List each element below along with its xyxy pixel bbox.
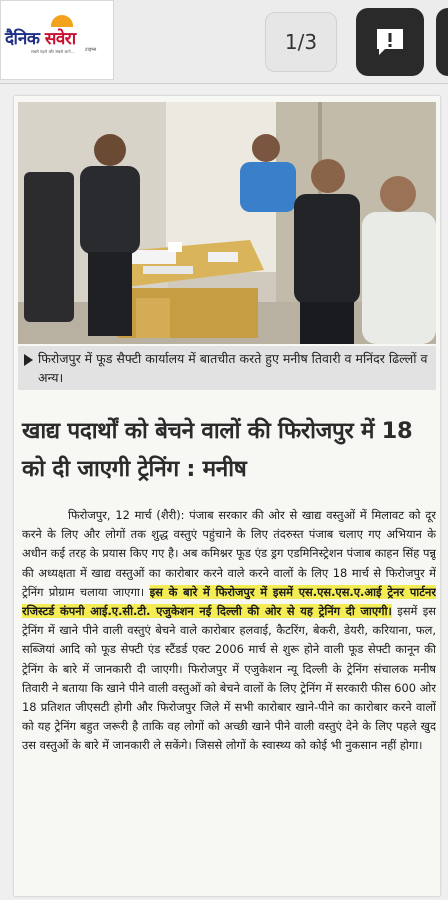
top-bar <box>0 0 448 84</box>
article-photo <box>18 102 436 344</box>
body-text-highlight: इस के बारे में फिरोजपुर में इसमें एस.एस.एस.ए.आई ट्रेनर पार्टनर रजिस्टर्ड कंपनी आई.ए.सी.टी. एजुकेशन नई दिल्ली की ओर से यह ट्रेनिंग दी जाएगी। <box>22 584 436 619</box>
body-text-part2: इसमें इस ट्रेनिंग में खाने पीने वाली वस्तुएं बेचने वाले कारोबार हलवाई, कैटरिंग, बेकरी, डेयरी, करियाना, फल, सब्जियां आदि को फूड सेफ्टी एंड स्टैंडर्ड एक्ट 2006 मार्च से शुरू होने वाली फूड सेफ्टी कानून की ट्रेनिंग के बारे में जानकारी दी जाएगी। फिरोजपुर में एजुकेशन न्यू दिल्ली के ट्रेनिंग संचालक मनीष तिवारी ने बताया कि खाने पीने वाली वस्तुओं को बेचने वालों के लिए ट्रेनिंग में सरकारी फीस 600 ओर 18 प्रतिशत जीएसटी होगी और फिरोजपुर जिले में सभी कारोबार खाने-पीने का कारोबार करने वालों को यह ट्रेनिंग बहुत जरूरी है ताकि वह लोगों को अच्छी खाने पीने वाली वस्तुएं देने के लिए पहले खुद उस वस्तुओं के बारे में जानकारी ले सकेंगे। जिससे लोगों के स्वास्थ्य को कोई भी नुकसान नहीं होगा। <box>22 604 436 753</box>
next-button[interactable] <box>436 8 448 76</box>
logo-tagline: सबसे पहले और सबसे आगे... <box>31 49 75 54</box>
article-body <box>22 506 436 896</box>
caption-arrow-icon <box>24 354 33 366</box>
newspaper-logo[interactable] <box>0 0 114 80</box>
newspaper-clipping <box>14 96 440 896</box>
body-text-part1: फिरोजपुर, 12 मार्च (शैरी): पंजाब सरकार की ओर से खाद्य वस्तुओं में मिलावट को दूर करने के लिए और लोगों तक शुद्ध वस्तुएं पहुंचाने के लिए तंदरुस्त पंजाब चलाए गए अभियान के अधीन कई तरह के प्रयास किए गए है। अब कमिश्नर फूड एंड ड्रग एडमिनिस्ट्रेशन पंजाब काहन सिंह पन्नू की अध्यक्षता में खाद्य वस्तुओं का कारोबार करने वाले करने वालों के लिए 18 मार्च से फिरोजपुर में ट्रेनिंग प्रोग्राम चलाया जाएगा। <box>22 508 436 599</box>
comment-bubble-icon <box>373 25 407 59</box>
logo-text-part2: सवेरा <box>44 29 76 49</box>
comment-button[interactable] <box>356 8 424 76</box>
page-counter[interactable]: 1/3 <box>265 12 337 72</box>
logo-text-part1: दैनिक <box>5 29 40 49</box>
caption-text: फिरोजपुर में फूड सैफ्टी कार्यालय में बातचीत करते हुए मनीष तिवारी व मनिंदर ढिल्लों व अन्य। <box>38 351 428 385</box>
logo-side-text: टाइम्स <box>85 47 97 53</box>
photo-caption <box>18 346 436 390</box>
logo-text <box>5 26 76 49</box>
article-headline: खाद्य पदार्थों को बेचने वालों की फिरोजपुर में 18 को दी जाएगी ट्रेनिंग : मनीष <box>22 418 413 482</box>
office-meeting-image <box>18 102 436 344</box>
